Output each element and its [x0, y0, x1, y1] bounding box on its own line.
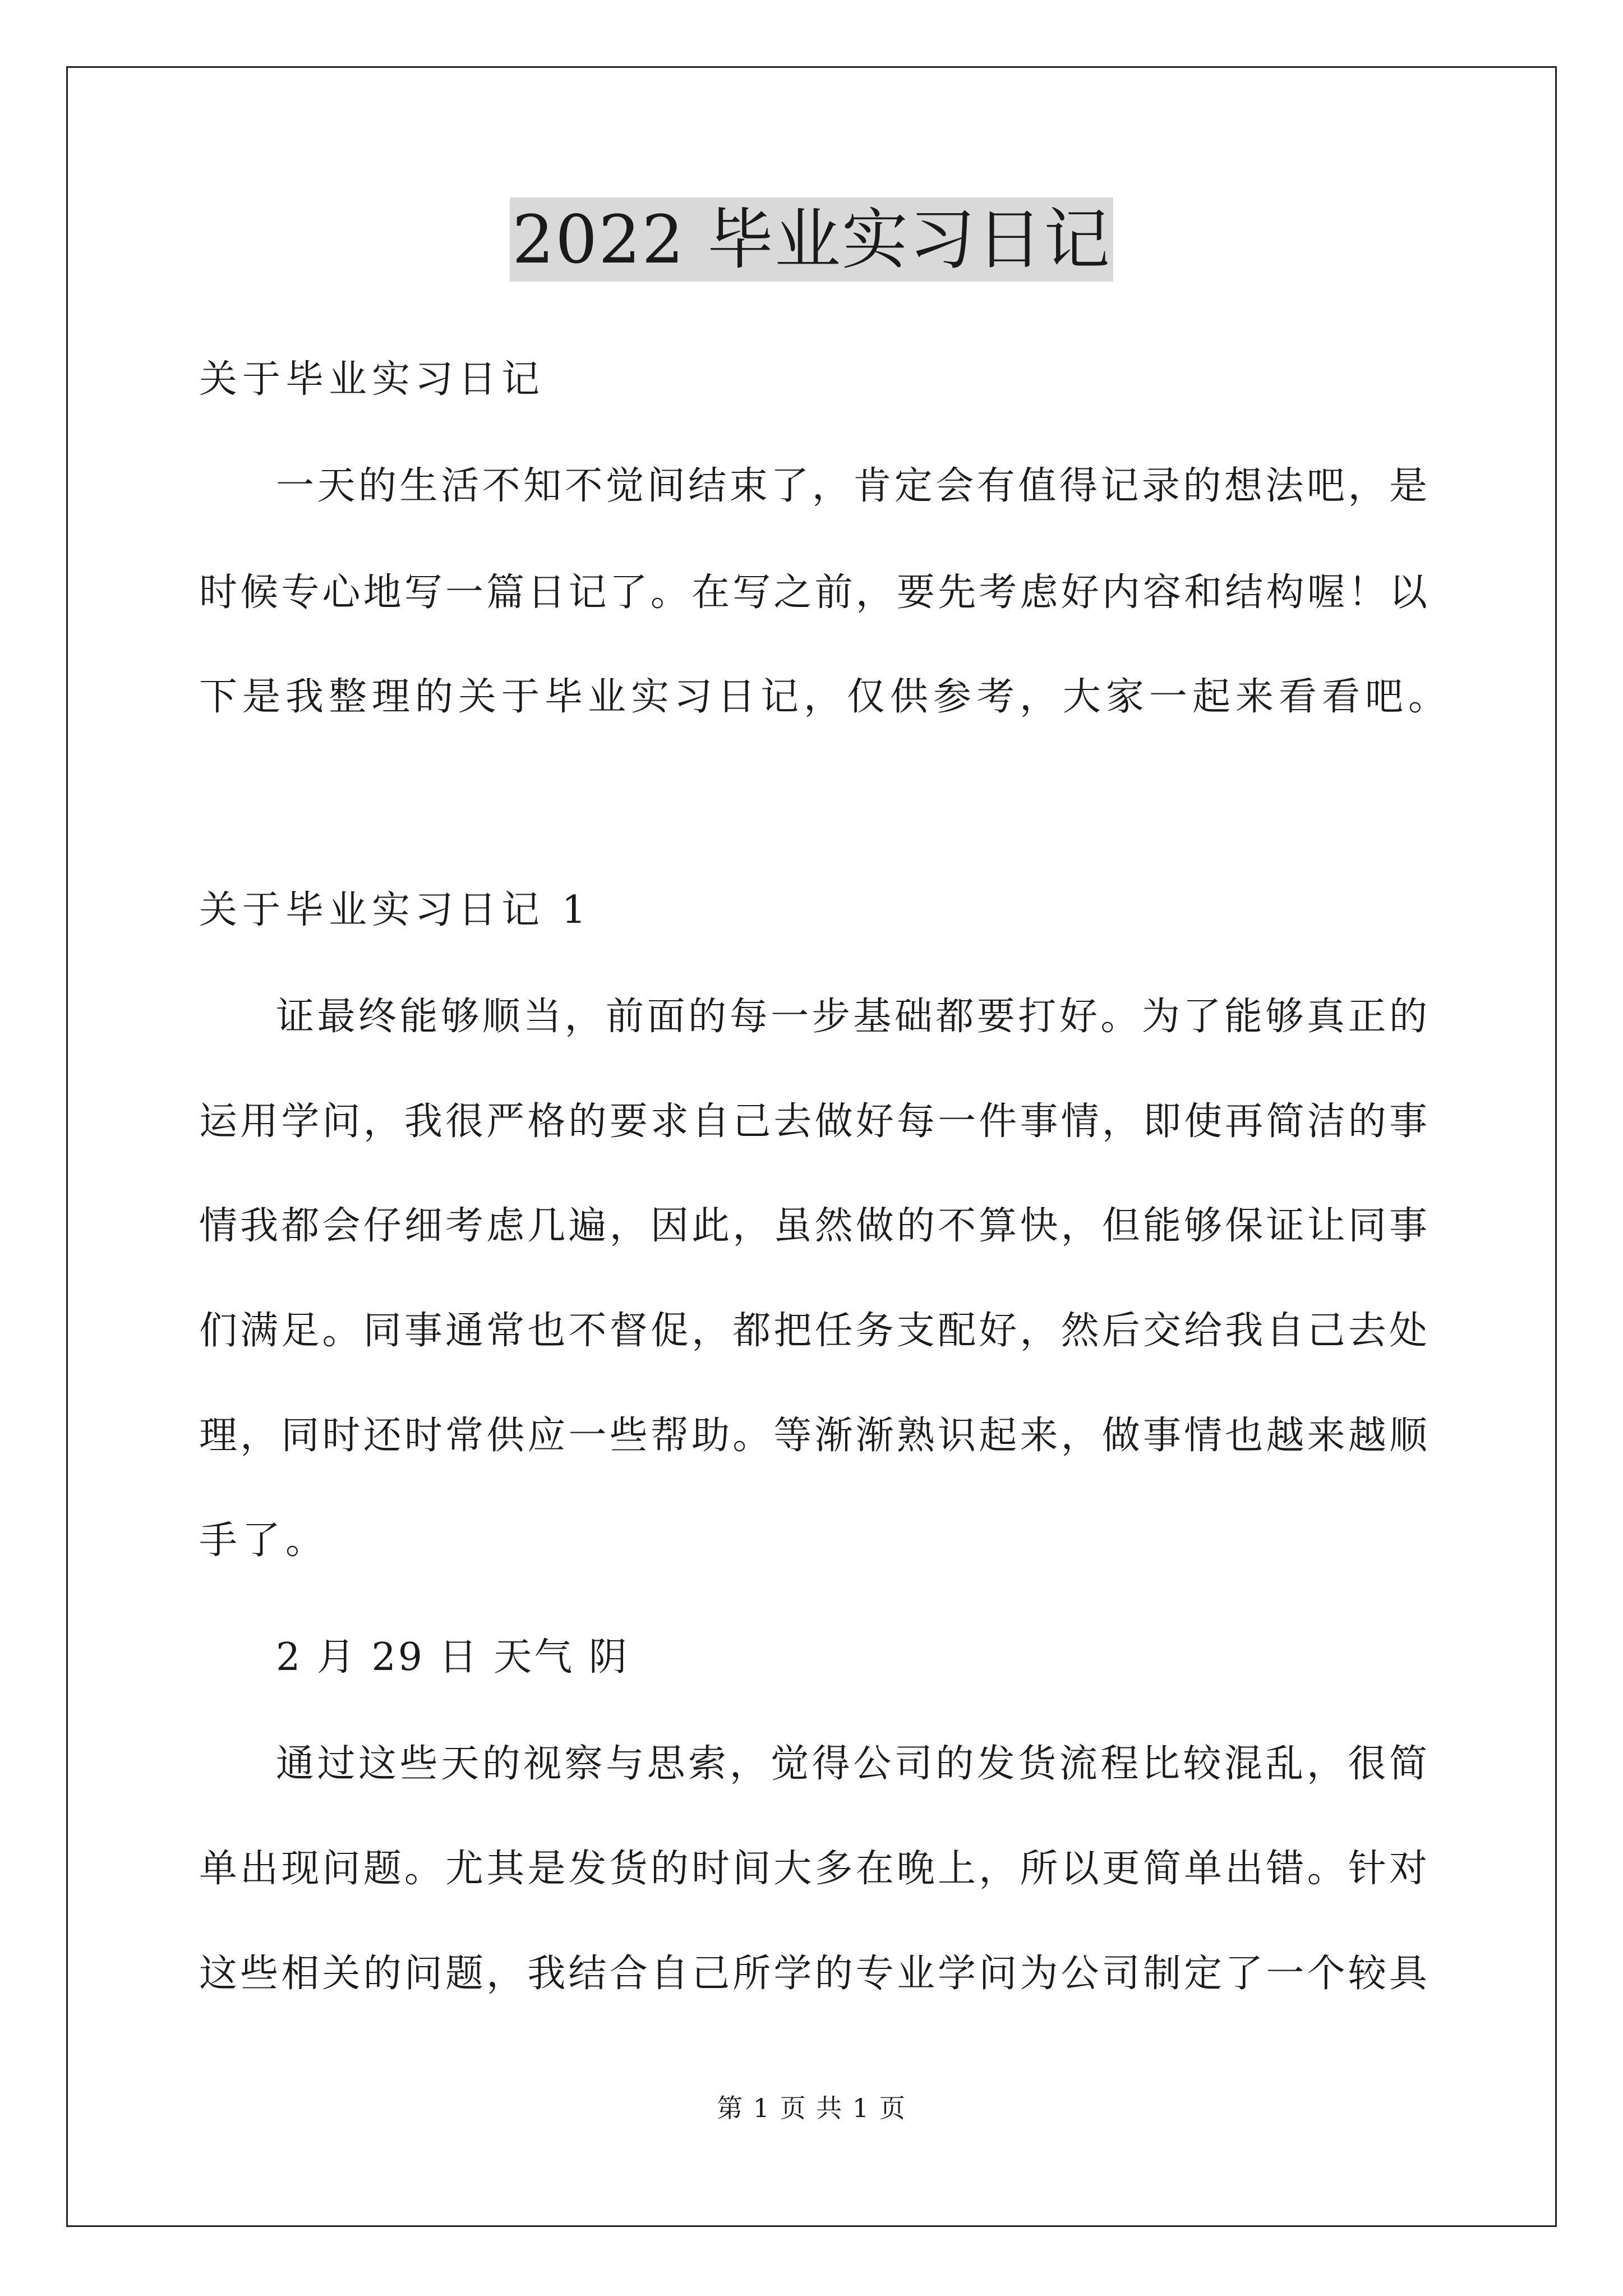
para2-line-1: 通过这些天的视察与思索，觉得公司的发货流程比较混乱，很简	[276, 1742, 1427, 1786]
page-footer: 第 1 页 共 1 页	[717, 2093, 906, 2123]
document-title: 2022 毕业实习日记	[510, 197, 1113, 282]
para1-line-2: 运用学问，我很严格的要求自己去做好每一件事情，即使再简洁的事	[199, 1099, 1427, 1144]
para1-line-4: 们满足。同事通常也不督促，都把任务支配好，然后交给我自己去处	[199, 1309, 1427, 1353]
section-heading: 关于毕业实习日记 1	[199, 888, 591, 932]
para2-line-3: 这些相关的问题，我结合自己所学的专业学问为公司制定了一个较具	[199, 1952, 1427, 1996]
title-container	[0, 197, 1623, 282]
intro-line-2: 时候专心地写一篇日记了。在写之前，要先考虑好内容和结构喔！以	[199, 570, 1427, 615]
para1-line-6: 手了。	[199, 1519, 329, 1563]
para2-line-2: 单出现问题。尤其是发货的时间大多在晚上，所以更简单出错。针对	[199, 1847, 1427, 1891]
intro-line-1: 一天的生活不知不觉间结束了，肯定会有值得记录的想法吧，是	[276, 464, 1427, 508]
para1-line-5: 理，同时还时常供应一些帮助。等渐渐熟识起来，做事情也越来越顺	[199, 1414, 1427, 1458]
intro-line-3: 下是我整理的关于毕业实习日记，仅供参考，大家一起来看看吧。	[199, 675, 1452, 719]
date-line: 2 月 29 日 天气 阴	[276, 1635, 629, 1680]
subtitle: 关于毕业实习日记	[199, 357, 545, 402]
para1-line-1: 证最终能够顺当，前面的每一步基础都要打好。为了能够真正的	[276, 995, 1427, 1039]
para1-line-3: 情我都会仔细考虑几遍，因此，虽然做的不算快，但能够保证让同事	[199, 1204, 1427, 1248]
